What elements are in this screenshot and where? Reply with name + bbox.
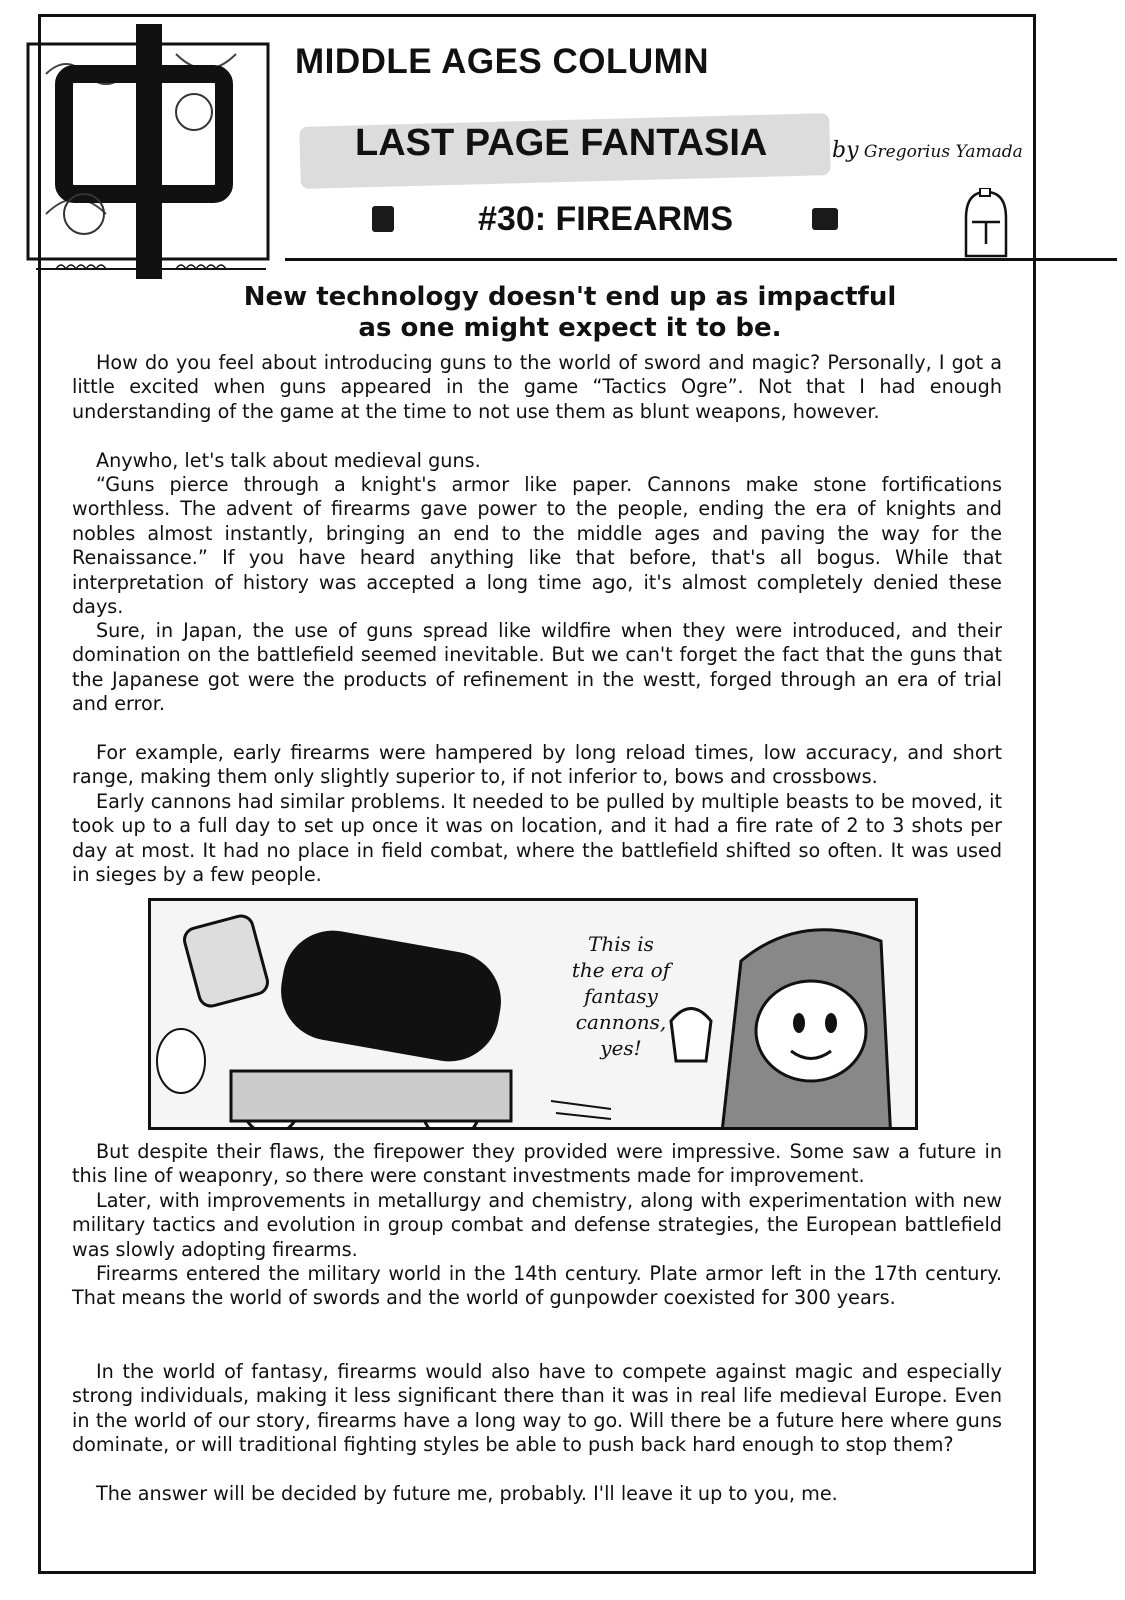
author-name: Gregorius Yamada xyxy=(863,142,1023,162)
episode-title: #30: FIREARMS xyxy=(478,200,734,238)
comic-illustration xyxy=(151,901,918,1130)
headline-line-2: as one might expect it to be. xyxy=(358,313,782,343)
author-credit xyxy=(832,138,1023,163)
paragraph-4: Sure, in Japan, the use of guns spread like wildfire when they were introduced, and their domination on the battlefield seemed inevitable. But we can't forget the fact that the guns that the Japanese got were the products of refinement in the westt, forged through an era of trial and error. xyxy=(72,619,1002,716)
paragraph-3: “Guns pierce through a knight's armor like paper. Cannons make stone fortifications worthless. The advent of firearms gave power to the people, ending the era of knights and nobles almost instantly, bringing an end to the middle ages and paving the way for the Renaissance.” If you have heard anything like that before, that's all bogus. While that interpretation of history was accepted a long time ago, it's almost completely denied these days. xyxy=(72,473,1002,619)
speech-bubble: This is the era of fantasy cannons, yes! xyxy=(571,932,671,1060)
headline-line-1: New technology doesn't end up as impactful xyxy=(243,282,897,312)
illuminated-emblem xyxy=(16,14,286,284)
paragraph-8: Later, with improvements in metallurgy and chemistry, along with experimentation with new military tactics and evolution in group combat and defense strategies, the European battlefield was slowly adopting firearms. xyxy=(72,1189,1002,1261)
column-title: MIDDLE AGES COLUMN xyxy=(295,42,710,81)
left-bullet-icon xyxy=(372,206,394,232)
paragraph-5: For example, early firearms were hampered by long reload times, low accuracy, and short range, making them only slightly superior to, if not inferior to, bows and crossbows. xyxy=(72,741,1002,789)
header-divider xyxy=(285,258,1117,261)
paragraph-10: In the world of fantasy, firearms would also have to compete against magic and especially strong individuals, making it less significant there than it was in real life medieval Europe. Even in the world of our story, firearms have a long way to go. Will there be a future here where guns dominate, or will traditional fighting styles be able to push back hard enough to stop them? xyxy=(72,1360,1002,1457)
paragraph-9: Firearms entered the military world in the 14th century. Plate armor left in the 17th century. That means the world of swords and the world of gunpowder coexisted for 300 years. xyxy=(72,1262,1002,1310)
headline xyxy=(180,282,960,344)
comic-panel xyxy=(148,898,918,1130)
paragraph-7: But despite their flaws, the firepower they provided were impressive. Some saw a future in this line of weaponry, so there were constant investments made for improvement. xyxy=(72,1140,1002,1188)
right-bullet-icon xyxy=(812,208,838,230)
paragraph-2: Anywho, let's talk about medieval guns. xyxy=(96,449,481,472)
author-by: by xyxy=(832,138,859,163)
series-title: LAST PAGE FANTASIA xyxy=(355,122,768,164)
paragraph-6: Early cannons had similar problems. It needed to be pulled by multiple beasts to be moved, it took up to a full day to set up once it was on location, and it had a fire rate of 2 to 3 shots per day at most. It had no place in field combat, where the battlefield shifted so often. It was used in sieges by a few people. xyxy=(72,790,1002,887)
paragraph-11: The answer will be decided by future me, probably. I'll leave it up to you, me. xyxy=(96,1482,838,1505)
paragraph-1: How do you feel about introducing guns to the world of sword and magic? Personally, I got a little excited when guns appeared in the game “Tactics Ogre”. Not that I had enough understanding of the game at the time to not use them as blunt weapons, however. xyxy=(72,351,1002,423)
knight-mascot-icon xyxy=(958,188,1014,258)
